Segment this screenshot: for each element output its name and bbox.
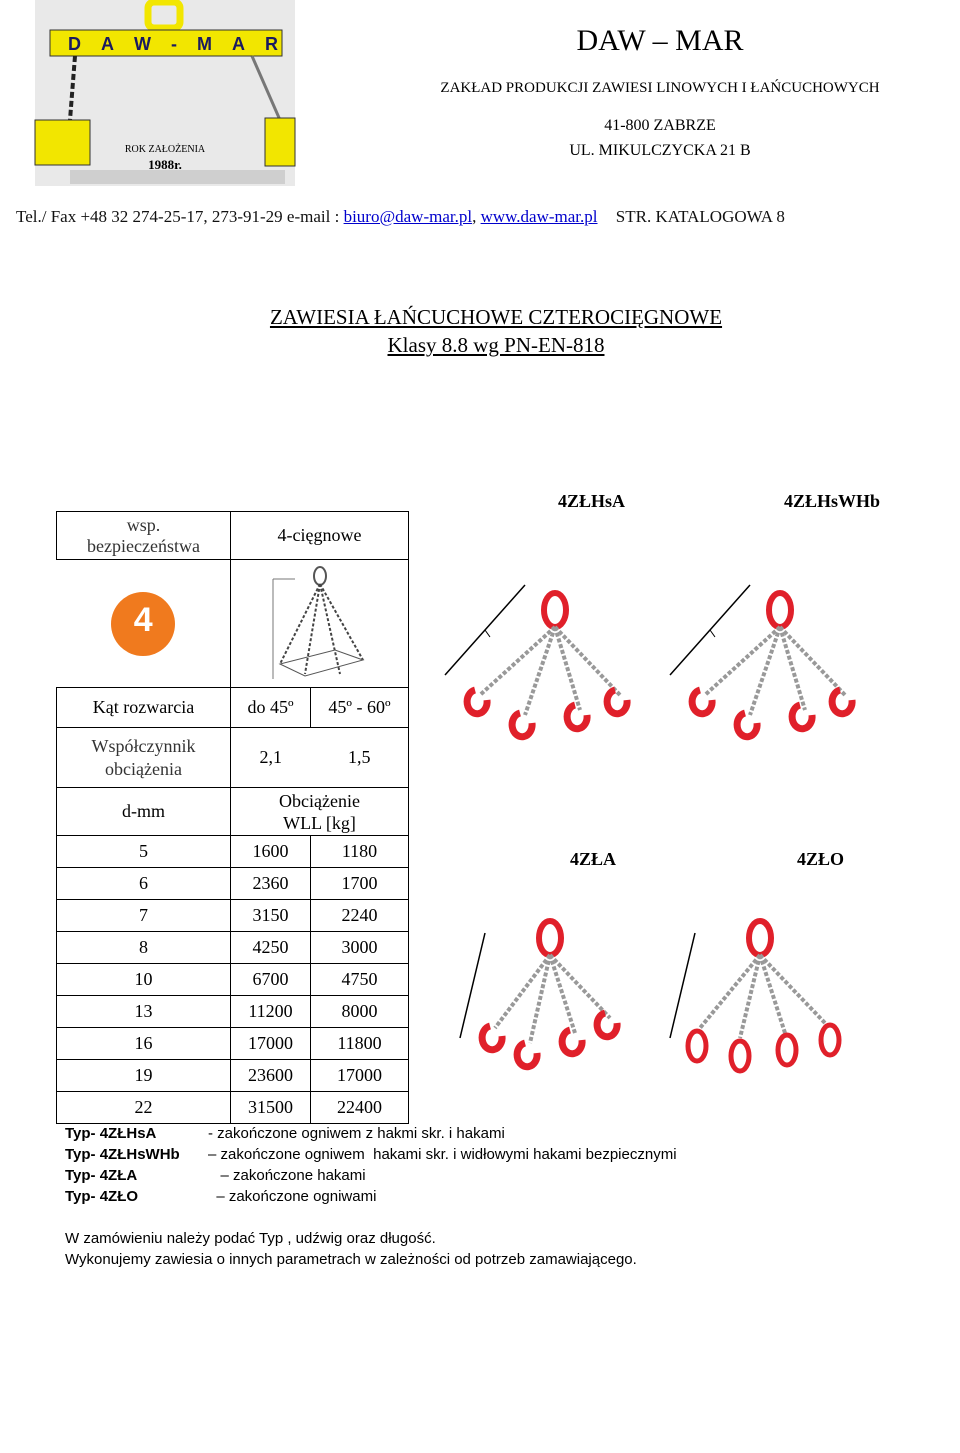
order-note: W zamówieniu należy podać Typ , udźwig oraz długość. — [65, 1230, 436, 1247]
company-street: UL. MIKULCZYCKA 21 B — [569, 142, 751, 159]
wll-45-cell: 11200 — [231, 996, 311, 1028]
diameter-cell: 13 — [57, 996, 231, 1028]
contact-line — [16, 207, 785, 227]
wll-45-cell: 17000 — [231, 1028, 311, 1060]
safety-label-cell — [57, 512, 231, 560]
logo-letter: R — [265, 34, 278, 54]
diameter-cell: 6 — [57, 868, 231, 900]
angle-label: Kąt rozwarcia — [92, 697, 195, 717]
legend-code: Typ- 4ZŁHsWHb — [65, 1146, 180, 1163]
page-subtitle: Klasy 8.8 wg PN-EN-818 — [387, 333, 605, 357]
legend-desc: - zakończone ogniwem z hakmi skr. i hakami — [208, 1125, 505, 1142]
safety-badge-cell — [57, 560, 231, 688]
logo-letter: M — [197, 34, 212, 54]
spec-row — [57, 964, 409, 996]
company-logo — [30, 0, 300, 190]
legend-code: Typ- 4ZŁHsA — [65, 1125, 157, 1142]
diameter-cell: 16 — [57, 1028, 231, 1060]
angle-label-cell — [57, 688, 231, 728]
factor-label-cell — [57, 728, 231, 788]
angle-col-2 — [311, 688, 409, 728]
leg-count-label: 4-cięgnowe — [277, 525, 362, 545]
sling-image-4zlo — [655, 908, 865, 1078]
sling-image-4zlhswhb — [665, 575, 875, 750]
wll-label-cell — [231, 788, 409, 836]
factor-value: 1,5 — [348, 747, 371, 767]
diameter-cell: 22 — [57, 1092, 231, 1124]
logo-founded-label: ROK ZAŁOŻENIA — [124, 144, 206, 155]
catalog-page-label: STR. KATALOGOWA 8 — [615, 207, 785, 226]
page-title: ZAWIESIA ŁAŃCUCHOWE CZTEROCIĘGNOWE — [269, 305, 723, 329]
sling-label-4zlhswhb: 4ZŁHsWHb — [784, 491, 881, 511]
factor-label: Współczynnik obciążenia — [91, 735, 196, 779]
angle-value: 45º - 60º — [328, 697, 391, 717]
spec-row — [57, 1028, 409, 1060]
contact-phone: Tel./ Fax +48 32 274-25-17, 273-91-29 e-mail : — [16, 207, 344, 226]
wll-45-cell: 4250 — [231, 932, 311, 964]
safety-label: wsp. bezpieczeństwa — [87, 514, 200, 556]
logo-letter: A — [232, 34, 245, 54]
sling-label-4zlhsa: 4ZŁHsA — [558, 491, 626, 511]
factor-value: 2,1 — [259, 747, 282, 767]
wll-45-cell: 1600 — [231, 836, 311, 868]
safety-badge-number: 4 — [133, 600, 153, 639]
sling-image-4zla — [445, 908, 655, 1078]
leg-label-cell — [231, 512, 409, 560]
sling-image-4zlhsa — [440, 575, 650, 750]
legend-desc: – zakończone ogniwami — [208, 1188, 377, 1205]
custom-note: Wykonujemy zawiesia o innych parametrach w zależności od potrzeb zamawiającego. — [65, 1251, 637, 1268]
wll-label: Obciążenie WLL [kg] — [279, 790, 360, 833]
spec-table — [56, 511, 409, 1124]
four-leg-diagram-cell — [231, 560, 409, 688]
diameter-label-cell — [57, 788, 231, 836]
legend-code: Typ- 4ZŁA — [65, 1167, 138, 1184]
legend-desc: – zakończone hakami — [208, 1167, 366, 1184]
sling-label-4zla: 4ZŁA — [570, 849, 617, 869]
legend-item — [65, 1146, 677, 1163]
company-postcode-city: 41-800 ZABRZE — [604, 117, 716, 134]
logo-letter: A — [101, 34, 114, 54]
diameter-cell: 8 — [57, 932, 231, 964]
wll-60-cell: 22400 — [311, 1092, 409, 1124]
diameter-cell: 19 — [57, 1060, 231, 1092]
wll-45-cell: 31500 — [231, 1092, 311, 1124]
legend-item — [65, 1188, 376, 1205]
wll-60-cell: 2240 — [311, 900, 409, 932]
contact-separator: , — [472, 207, 481, 226]
company-name: DAW – MAR — [576, 24, 744, 57]
legend-item — [65, 1125, 505, 1142]
spec-row — [57, 1092, 409, 1124]
factor-col-2 — [311, 728, 409, 788]
spec-row — [57, 868, 409, 900]
wll-45-cell: 3150 — [231, 900, 311, 932]
logo-letter: D — [68, 34, 81, 54]
diameter-cell: 5 — [57, 836, 231, 868]
spec-row — [57, 900, 409, 932]
logo-founded-year: 1988r. — [148, 157, 182, 172]
four-leg-sling-diagram — [265, 564, 375, 684]
diameter-label: d-mm — [122, 801, 165, 821]
diameter-cell: 7 — [57, 900, 231, 932]
spec-row — [57, 932, 409, 964]
wll-45-cell: 6700 — [231, 964, 311, 996]
legend-code: Typ- 4ZŁO — [65, 1188, 139, 1205]
angle-col-1 — [231, 688, 311, 728]
wll-60-cell: 1180 — [311, 836, 409, 868]
wll-60-cell: 17000 — [311, 1060, 409, 1092]
wll-45-cell: 23600 — [231, 1060, 311, 1092]
wll-60-cell: 1700 — [311, 868, 409, 900]
logo-letter: W — [134, 34, 151, 54]
legend-desc: – zakończone ogniwem hakami skr. i widłowymi hakami bezpiecznymi — [208, 1146, 677, 1163]
wll-60-cell: 3000 — [311, 932, 409, 964]
angle-value: do 45º — [247, 697, 294, 717]
wll-60-cell: 11800 — [311, 1028, 409, 1060]
wll-60-cell: 8000 — [311, 996, 409, 1028]
logo-letter: - — [171, 34, 177, 54]
company-subtitle: ZAKŁAD PRODUKCJI ZAWIESI LINOWYCH I ŁAŃCUCHOWYCH — [440, 80, 880, 96]
diameter-cell: 10 — [57, 964, 231, 996]
spec-row — [57, 996, 409, 1028]
spec-row — [57, 1060, 409, 1092]
email-link[interactable]: biuro@daw-mar.pl — [343, 207, 473, 226]
spec-row — [57, 836, 409, 868]
legend-item — [65, 1167, 366, 1184]
wll-45-cell: 2360 — [231, 868, 311, 900]
website-link[interactable]: www.daw-mar.pl — [480, 207, 598, 226]
wll-60-cell: 4750 — [311, 964, 409, 996]
factor-col-1 — [231, 728, 311, 788]
sling-label-4zlo: 4ZŁO — [797, 849, 845, 869]
